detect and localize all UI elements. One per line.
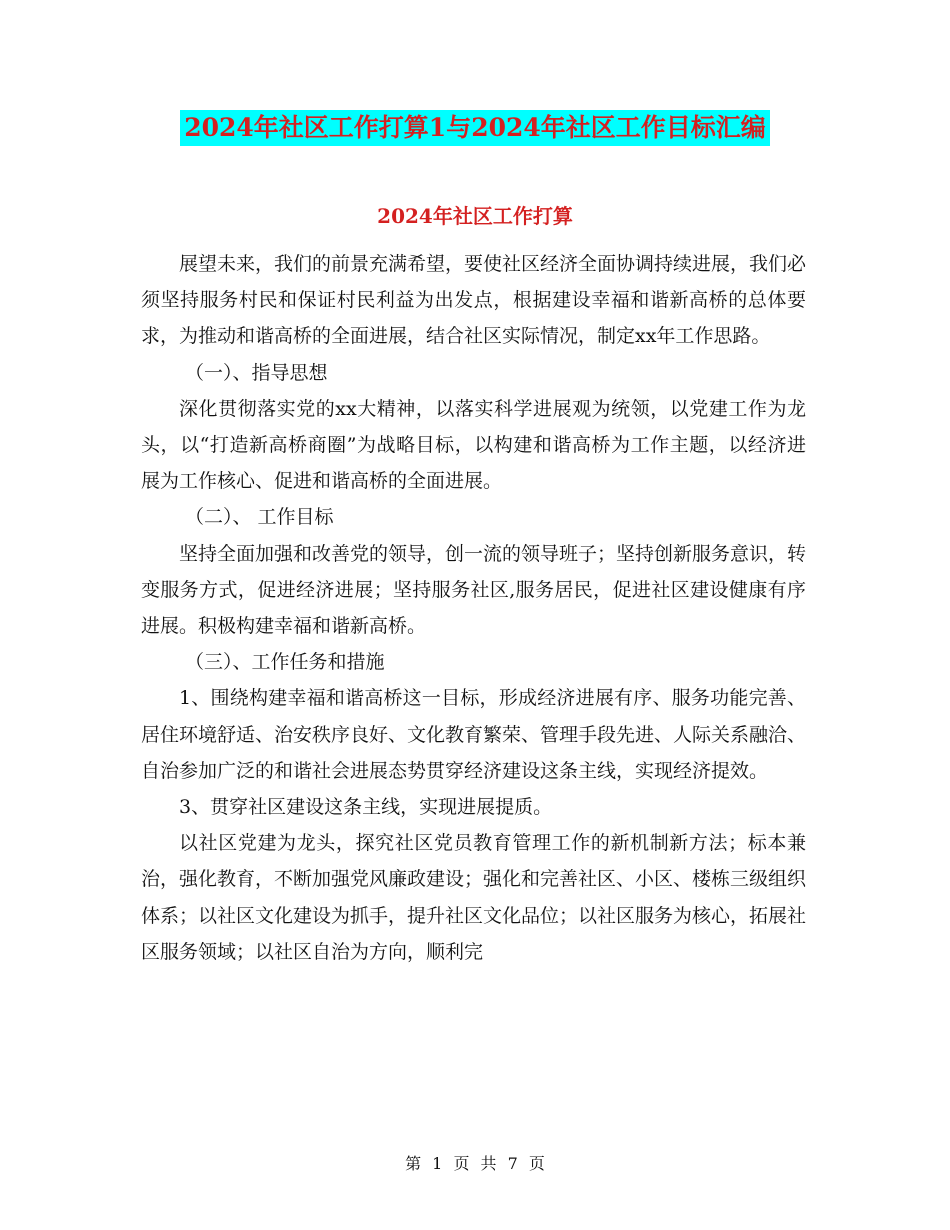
paragraph-intro: 展望未来，我们的前景充满希望，要使社区经济全面协调持续进展，我们必须坚持服务村民和保证村民利益为出发点，根据建设幸福和谐新高桥的总体要求，为推动和谐高桥的全面进展，结合社区实际情况，制定xx年工作思路。 — [141, 253, 807, 348]
paragraph-task-3: 3、贯穿社区建设这条主线，实现进展提质。 — [179, 796, 553, 819]
heading-guiding-thought: （一）、指导思想 — [185, 361, 328, 384]
paragraph-guiding-thought: 深化贯彻落实党的xx大精神，以落实科学进展观为统领，以党建工作为龙头，以“打造新高桥商圈”为战略目标，以构建和谐高桥为工作主题，以经济进展为工作核心、促进和谐高桥的全面进展。 — [141, 397, 806, 493]
main-title-container — [0, 110, 950, 146]
paragraph-party-building: 以社区党建为龙头，探究社区党员教育管理工作的新机制新方法；标本兼治，强化教育，不断加强党风廉政建设；强化和完善社区、小区、楼栋三级组织体系；以社区文化建设为抓手，提升社区文化品位；以社区服务为核心，拓展社区服务领域；以社区自治为方向，顺利完 — [141, 832, 807, 963]
section-title: 2024年社区工作打算 — [377, 204, 573, 228]
paragraph-task-1: 1、围绕构建幸福和谐高桥这一目标，形成经济进展有序、服务功能完善、居住环境舒适、治安秩序良好、文化教育繁荣、管理手段先进、人际关系融洽、自治参加广泛的和谐社会进展态势贯穿经济建设这条主线，实现经济提效。 — [141, 687, 807, 782]
heading-tasks-measures: （三）、工作任务和措施 — [185, 651, 385, 674]
paragraph-work-goals: 坚持全面加强和改善党的领导，创一流的领导班子；坚持创新服务意识，转变服务方式，促进经济进展；坚持服务社区,服务居民，促进社区建设健康有序进展。积极构建幸福和谐新高桥。 — [141, 542, 807, 638]
page-footer: 第 1 页 共 7 页 — [405, 1154, 545, 1173]
document-body — [141, 246, 806, 970]
main-title: 2024年社区工作打算1与2024年社区工作目标汇编 — [180, 110, 770, 146]
heading-work-goals: （二）、 工作目标 — [185, 506, 334, 529]
